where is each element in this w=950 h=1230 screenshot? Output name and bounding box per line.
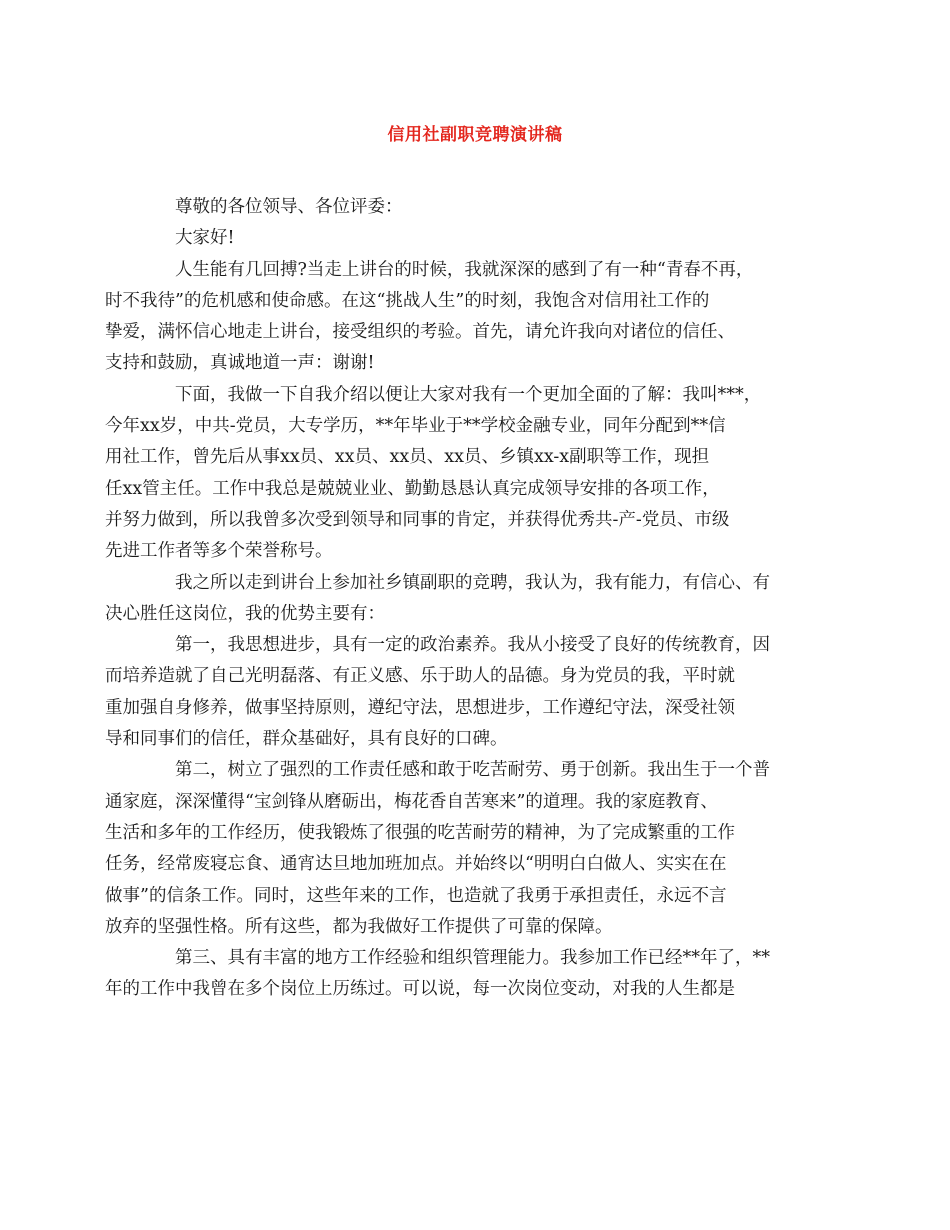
paragraph-line: 大家好! [175, 228, 235, 249]
paragraph-line: 时不我待”的危机感和使命感。在这“挑战人生”的时刻，我饱含对信用社工作的 [105, 290, 710, 311]
paragraph-line: 通家庭，深深懂得“宝剑锋从磨砺出，梅花香自苦寒来”的道理。我的家庭教育、 [105, 791, 718, 812]
paragraph-line: 决心胜任这岗位，我的优势主要有： [105, 603, 385, 624]
paragraph-line: 做事”的信条工作。同时，这些年来的工作，也造就了我勇于承担责任，永远不言 [105, 885, 727, 906]
paragraph-line: 挚爱，满怀信心地走上讲台，接受组织的考验。首先，请允许我向对诸位的信任、 [105, 322, 735, 343]
paragraph-line: 今年xx岁，中共-党员，大专学历，**年毕业于**学校金融专业，同年分配到**信 [105, 416, 726, 437]
paragraph-line: 生活和多年的工作经历，使我锻炼了很强的吃苦耐劳的精神，为了完成繁重的工作 [105, 822, 735, 843]
paragraph-line: 第一，我思想进步，具有一定的政治素养。我从小接受了良好的传统教育，因 [175, 635, 770, 656]
paragraph-line: 年的工作中我曾在多个岗位上历练过。可以说，每一次岗位变动，对我的人生都是 [105, 979, 735, 1000]
document-title: 信用社副职竞聘演讲稿 [387, 125, 563, 145]
paragraph [105, 630, 814, 755]
paragraph-line: 并努力做到，所以我曾多次受到领导和同事的肯定，并获得优秀共-产-党员、市级 [105, 509, 730, 530]
paragraph-line: 先进工作者等多个荣誉称号。 [105, 541, 333, 562]
paragraph [140, 192, 814, 223]
paragraph-line: 下面，我做一下自我介绍以便让大家对我有一个更加全面的了解：我叫***， [175, 384, 762, 405]
paragraph-line: 任xx管主任。工作中我总是兢兢业业、勤勤恳恳认真完成领导安排的各项工作， [105, 478, 720, 499]
paragraph-line: 重加强自身修养，做事坚持原则，遵纪守法，思想进步，工作遵纪守法，深受社领 [105, 697, 735, 718]
paragraph-line: 第二，树立了强烈的工作责任感和敢于吃苦耐劳、勇于创新。我出生于一个普 [175, 760, 770, 781]
paragraph [105, 568, 814, 631]
paragraph-line: 任务，经常废寝忘食、通宵达旦地加班加点。并始终以“明明白白做人、实实在在 [105, 854, 727, 875]
paragraph [105, 255, 814, 380]
paragraph [105, 755, 814, 943]
paragraph-line: 尊敬的各位领导、各位评委： [175, 197, 403, 217]
paragraph-line: 放弃的坚强性格。所有这些，都为我做好工作提供了可靠的保障。 [105, 916, 613, 937]
paragraph-line: 我之所以走到讲台上参加社乡镇副职的竞聘，我认为，我有能力，有信心、有 [175, 572, 770, 593]
paragraph-line: 导和同事们的信任，群众基础好，具有良好的口碑。 [105, 729, 508, 750]
paragraph-line: 第三、具有丰富的地方工作经验和组织管理能力。我参加工作已经**年了，** [175, 948, 770, 969]
document-body [105, 192, 814, 1006]
paragraph [140, 223, 814, 254]
paragraph-line: 人生能有几回搏?当走上讲台的时候，我就深深的感到了有一种“青春不再， [175, 259, 754, 280]
paragraph [105, 943, 814, 1006]
paragraph [105, 380, 814, 568]
paragraph-line: 支持和鼓励，真诚地道一声：谢谢! [105, 353, 375, 374]
paragraph-line: 用社工作，曾先后从事xx员、xx员、xx员、xx员、乡镇xx-x副职等工作，现担 [105, 447, 710, 468]
paragraph-line: 而培养造就了自己光明磊落、有正义感、乐于助人的品德。身为党员的我，平时就 [105, 666, 735, 687]
